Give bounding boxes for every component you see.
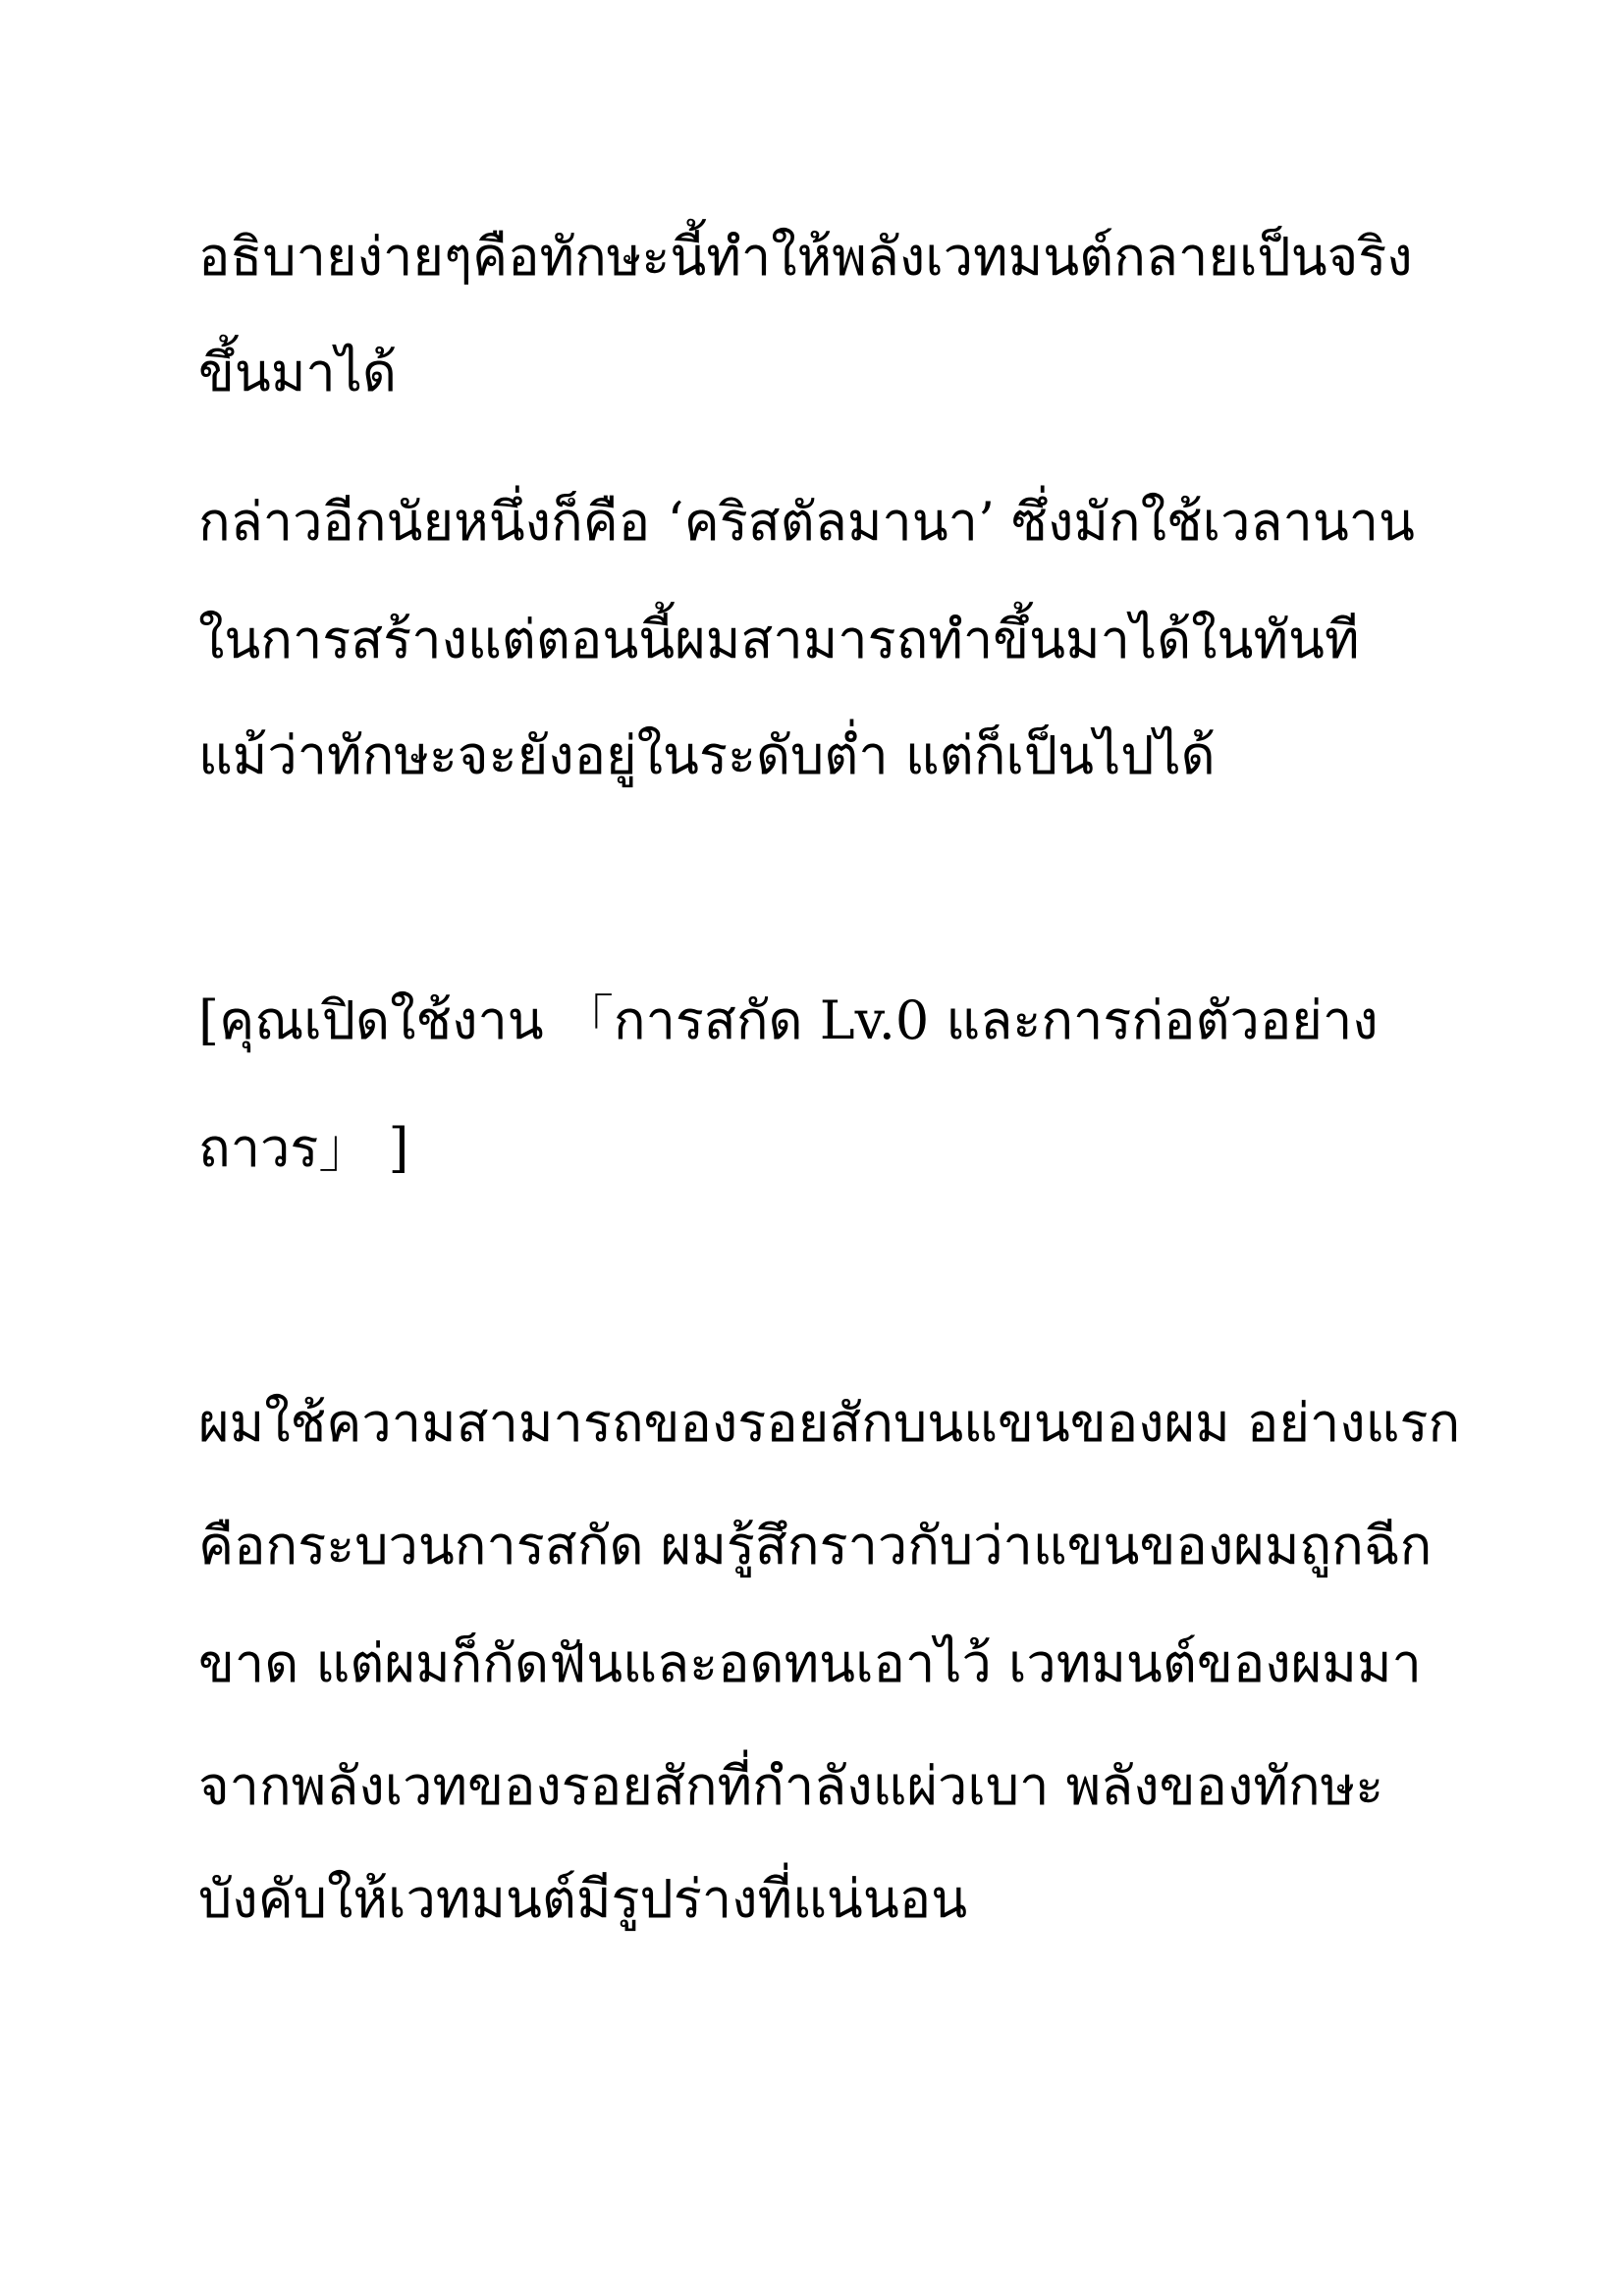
text-line: จากพลังเวทของรอยสักที่กำลังแผ่วเบา พลังของทักษะ — [198, 1755, 1384, 1817]
text-line: ในการสร้างแต่ตอนนี้ผมสามารถทำขึ้นมาได้ในทันที — [198, 609, 1360, 670]
text-line: ขาด แต่ผมก็กัดฟันและอดทนเอาไว้ เวทมนต์ของผมมา — [198, 1632, 1422, 1694]
text-line: ขึ้นมาได้ — [198, 342, 397, 403]
text-line: กล่าวอีกนัยหนึ่งก็คือ ‘คริสตัลมานา’ ซึ่งมักใช้เวลานาน — [198, 491, 1415, 553]
text-line: [คุณเปิดใช้งาน 「การสกัด Lv.0 และการก่อตัวอย่าง — [198, 989, 1379, 1051]
text-line: ผมใช้ความสามารถของรอยสักบนแขนของผม อย่างแรก — [198, 1392, 1461, 1454]
text-line: อธิบายง่ายๆคือทักษะนี้ทำให้พลังเวทมนต์กลายเป็นจริง — [198, 226, 1413, 288]
text-line: บังคับให้เวทมนต์มีรูปร่างที่แน่นอน — [198, 1868, 968, 1930]
text-line: ถาวร」 ] — [198, 1117, 409, 1179]
text-line: คือกระบวนการสกัด ผมรู้สึกราวกับว่าแขนของผมถูกฉีก — [198, 1515, 1433, 1576]
text-line: แม้ว่าทักษะจะยังอยู่ในระดับต่ำ แต่ก็เป็นไปได้ — [198, 724, 1216, 786]
